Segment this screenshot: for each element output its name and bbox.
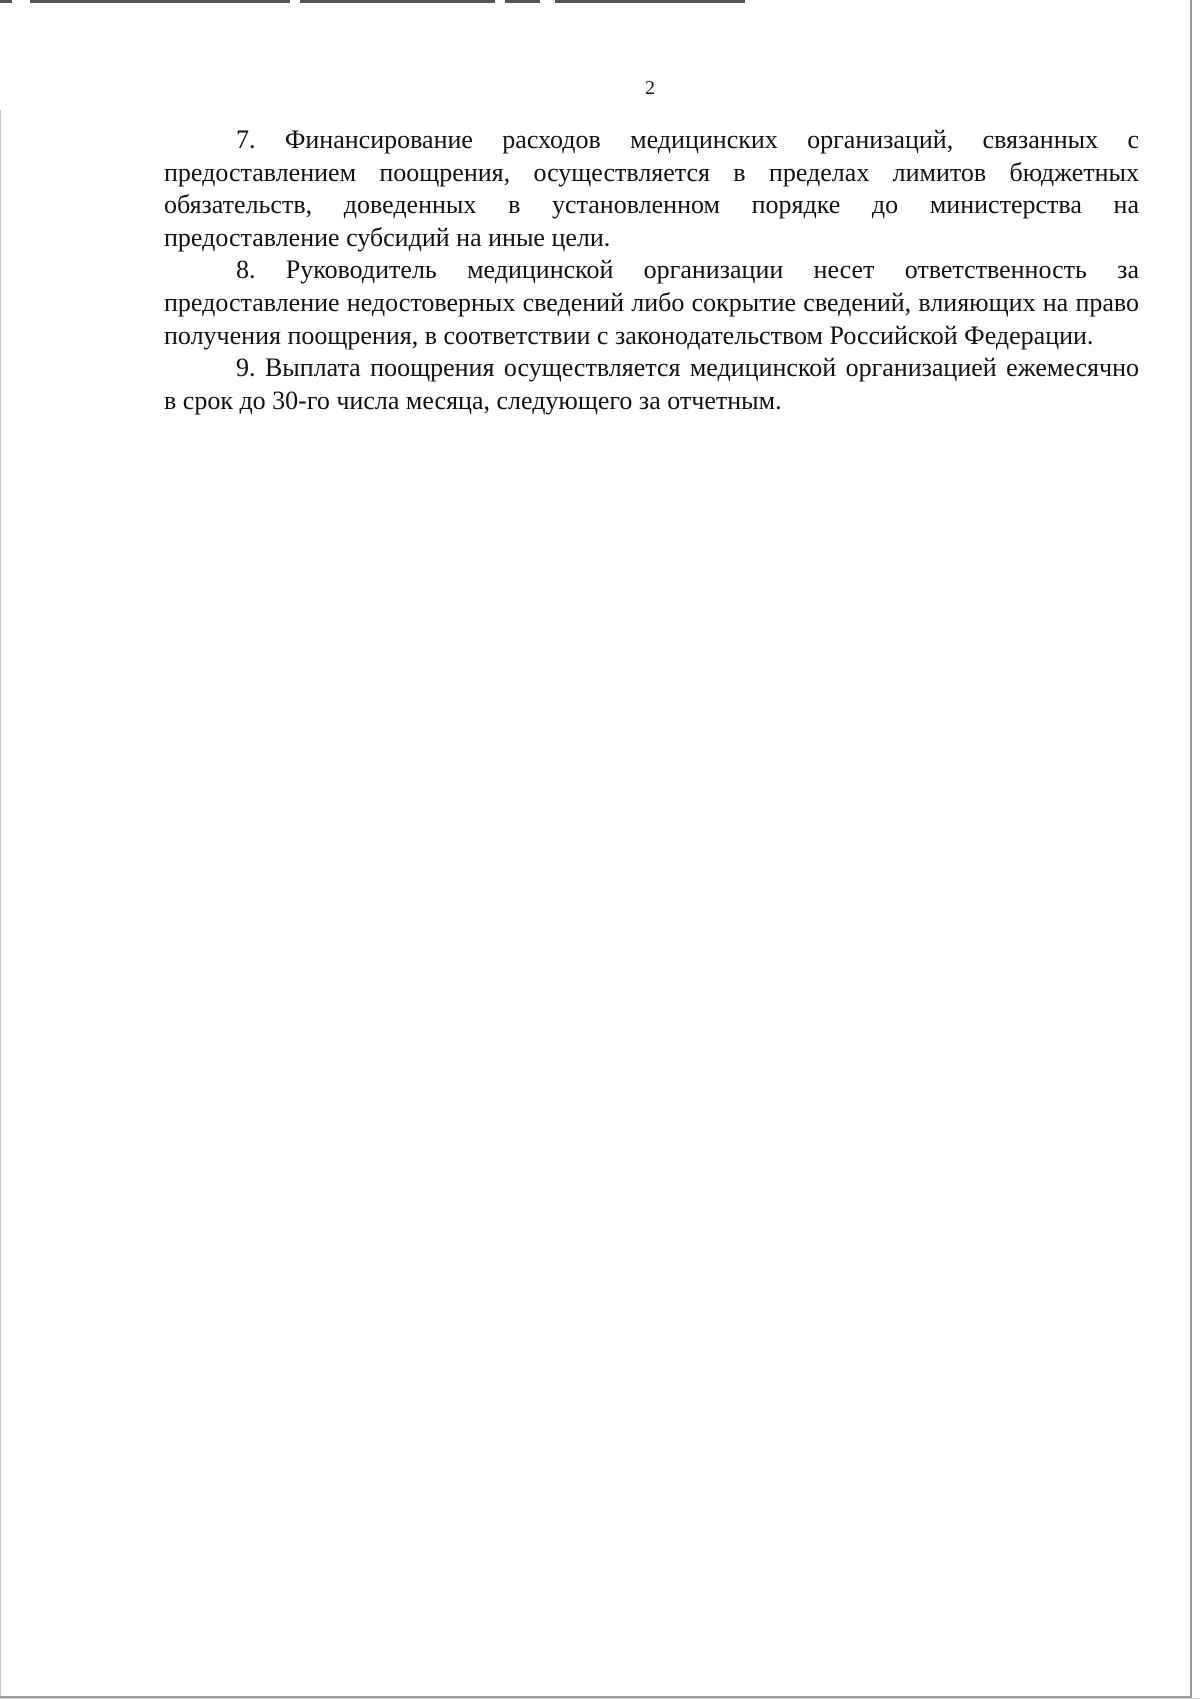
document-body [164, 124, 1139, 417]
paragraph-9: 9. Выплата поощрения осуществляется медицинской организацией ежемесячно в срок до 30-го числа месяца, следующего за отчетным. [164, 353, 1139, 415]
scan-left-edge [0, 110, 1, 1699]
paragraph-8: 8. Руководитель медицинской организации несет ответственность за предоставление недостоверных сведений либо сокрытие сведений, влияющих на право получения поощрения, в соответствии с законодательством Российской Федерации. [164, 255, 1139, 350]
scan-top-edge [0, 0, 750, 3]
paragraph-7: 7. Финансирование расходов медицинских организаций, связанных с предоставлением поощрения, осуществляется в пределах лимитов бюджетных обязательств, доведенных в установленном порядке до министерства на предоставление субсидий на иные цели. [164, 125, 1139, 252]
page-number: 2 [645, 77, 655, 99]
scan-right-edge [1190, 0, 1192, 1699]
